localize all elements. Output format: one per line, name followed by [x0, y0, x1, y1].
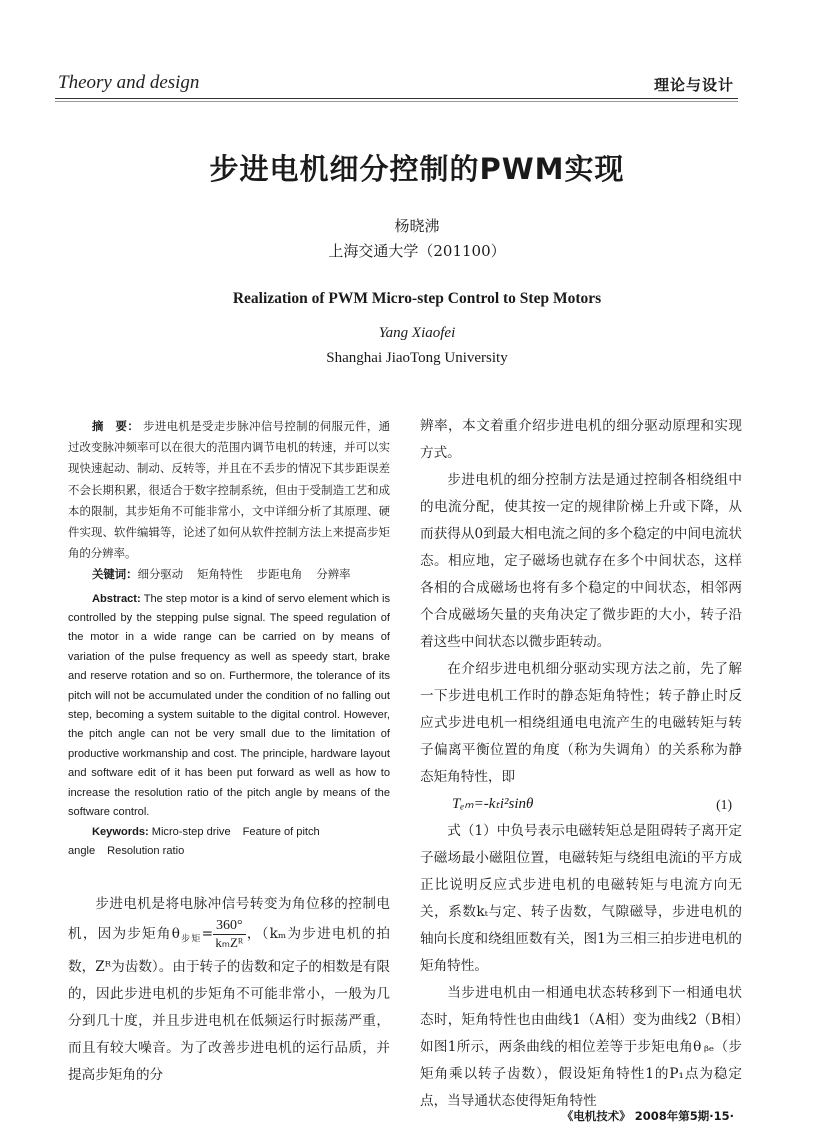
step-angle-fraction: [213, 918, 246, 951]
header-divider-thin: [55, 101, 738, 102]
left-column: [68, 416, 390, 1089]
theta-subscript: 步矩: [179, 935, 202, 946]
keywords-cn-label: 关键词：: [92, 567, 138, 582]
page-footer: 《电机技术》 2008年第5期·15·: [561, 1109, 734, 1123]
abstract-en: [68, 590, 390, 823]
abstract-cn: [68, 416, 390, 564]
keyword-en-item: Resolution ratio: [107, 844, 185, 857]
fraction-numerator: 360°: [213, 918, 246, 935]
paper-title-cn: 步进电机细分控制的PWM实现: [209, 152, 625, 186]
body-paragraph: [68, 891, 390, 1089]
author-en: Yang Xiaofei: [378, 325, 456, 341]
abstract-cn-label: 摘 要：: [92, 419, 140, 433]
header-divider: [55, 98, 738, 99]
equation-number: (1): [716, 797, 732, 812]
affiliation-cn: 上海交通大学（201100）: [328, 242, 506, 260]
fraction-denominator: kₘZᴿ: [215, 935, 244, 951]
keyword-en-item: Micro-step drive: [151, 825, 231, 838]
keyword-cn-item: 细分驱动: [137, 567, 184, 582]
keyword-cn-item: 矩角特性: [197, 567, 243, 582]
equals-sign: =: [201, 926, 213, 943]
abstract-en-text: The step motor is a kind of servo element which is controlled by the stepping pulse signal. The speed regulation of the motor in a wide range can be carried on by means of variation of the pulse frequency as well as speedy start, brake and reserve rotation and so on. Furthermore, the tolerance of its pitch will not be accumulated under the condition of no falling out step, becoming a system suitable to the digital control. However, the pitch angle can not be very small due to the limitation of productive workmanship and cost. The principle, hardware layout and software edit of it has been put forward as well as how to increase the resolution ratio of the pitch angle by means of the software control.: [68, 592, 390, 819]
body-text: ，（kₘ为步进电机的拍数，Zᴿ为齿数）。由于转子的齿数和定子的相数是有限的，因此步进电机的步矩角不可能非常小，一般为几分到几十度，并且步进电机在低频运行时振荡严重，而且有较大噪音。为了改善步进电机的运行品质，并提高步矩角的分: [68, 926, 390, 1084]
keyword-en-item: Feature of pitch angle: [68, 825, 320, 857]
abstract-cn-text: 步进电机是受走步脉冲信号控制的伺服元件，通过改变脉冲频率可以在很大的范围内调节电机的转速，并可以实现快速起动、制动、反转等，并且在不丢步的情况下其步距误差不会长期积累，很适合于数字控制系统，但由于受制造工艺和成本的限制，其步矩角不可能非常小，文中详细分析了其原理、硬件实现、软件编辑等，论述了如何从软件控制方法上来提高步矩角的分辨率。: [68, 419, 390, 561]
paper-title-en: Realization of PWM Micro-step Control to Step Motors: [232, 290, 602, 307]
header-section-label: Theory and design: [58, 72, 200, 93]
equation-1: [420, 791, 742, 818]
keywords-cn: [68, 564, 390, 585]
right-column: [420, 413, 742, 1115]
body-paragraph: 步进电机的细分控制方法是通过控制各相绕组中的电流分配，使其按一定的规律阶梯上升或下降，从而获得从0到最大相电流之间的多个稳定的中间电流状态。相应地，定子磁场也就存在多个中间状态，这样各相的合成磁场也将有多个稳定的中间状态，相邻两个合成磁场矢量的夹角决定了微步距的大小，转子沿着这些中间状态以微步距转动。: [420, 472, 742, 650]
keyword-cn-item: 分辨率: [316, 567, 351, 582]
body-text: 步进电机是将电脉冲信号转变为角位移的控制电机，因为步矩角θ: [68, 896, 390, 943]
abstract-en-label: Abstract:: [92, 592, 141, 605]
author-cn: 杨晓沸: [394, 217, 440, 235]
keyword-cn-item: 步距电角: [256, 567, 303, 582]
body-paragraph: 式（1）中负号表示电磁转矩总是阻碍转子离开定子磁场最小磁阻位置，电磁转矩与绕组电流i的平方成正比说明反应式步进电机的电磁转矩与电流方向无关，系数kₜ与定、转子齿数，气隙磁导，步进电机的轴向长度和绕组匝数有关，图1为三相三拍步进电机的矩角特性。: [420, 823, 742, 974]
equation-text: Tₑₘ=-kₜi²sinθ: [452, 796, 534, 812]
affiliation-en: Shanghai JiaoTong University: [326, 350, 508, 366]
body-left: [68, 891, 390, 1089]
keywords-en: [68, 823, 390, 862]
keywords-en-label: Keywords:: [92, 825, 149, 838]
body-paragraph: 辨率，本文着重介绍步进电机的细分驱动原理和实现方式。: [420, 418, 742, 461]
header-column-label: 理论与设计: [653, 76, 734, 94]
body-paragraph: 当步进电机由一相通电状态转移到下一相通电状态时，矩角特性也由曲线1（A相）变为曲线2（B相）如图1所示，两条曲线的相位差等于步矩电角θ ᵦₑ（步矩角乘以转子齿数），假设矩角特性1的P₁点为稳定点，当导通状态使得矩角特性: [420, 985, 742, 1109]
body-paragraph: 在介绍步进电机细分驱动实现方法之前，先了解一下步进电机工作时的静态矩角特性；转子静止时反应式步进电机一相绕组通电电流产生的电磁转矩与转子偏离平衡位置的角度（称为失调角）的关系称为静态矩角特性，即: [420, 661, 742, 785]
